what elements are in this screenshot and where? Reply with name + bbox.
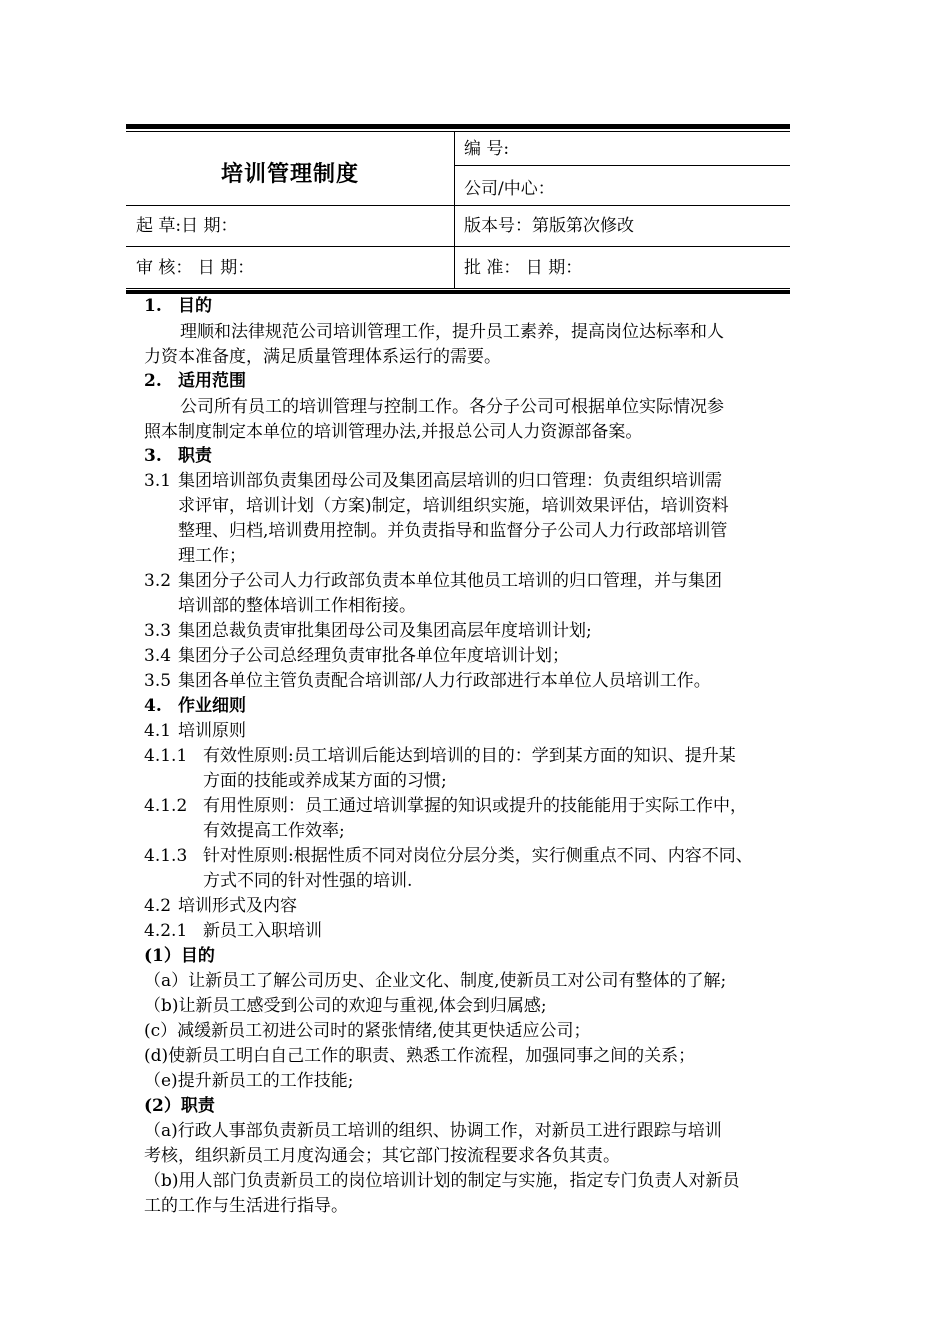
item-line: 理工作； (178, 546, 246, 566)
item-number: 3.4 (144, 646, 172, 666)
item-line: 新员工入职培训 (203, 921, 322, 941)
item-line: 方面的技能或养成某方面的习惯; (203, 771, 447, 791)
item-line: 培训形式及内容 (178, 896, 297, 916)
item-line: 有效提高工作效率; (203, 821, 345, 841)
paragraph-line: （a）让新员工了解公司历史、企业文化、制度,使新员工对公司有整体的了解; (144, 971, 727, 991)
paragraph-line: 考核，组织新员工月度沟通会；其它部门按流程要求各负其责。 (144, 1146, 620, 1166)
paragraph-line: （e)提升新员工的工作技能; (144, 1071, 354, 1091)
section-number: 2. (144, 371, 162, 391)
item-number: 3.2 (144, 571, 172, 591)
item-number: 3.3 (144, 621, 172, 641)
paragraph-line: （a)行政人事部负责新员工培训的组织、协调工作，对新员工进行跟踪与培训 (144, 1121, 722, 1141)
approve-label: 批 准： 日 期： (464, 258, 583, 278)
item-line: 整理、归档,培训费用控制。并负责指导和监督分子公司人力行政部培训管 (178, 521, 728, 541)
item-number: 4.2.1 (144, 921, 188, 941)
item-line: 集团分子公司人力行政部负责本单位其他员工培训的归口管理，并与集团 (178, 571, 722, 591)
section-number: 3. (144, 446, 162, 466)
table-row-divider (126, 246, 790, 247)
item-line: 集团分子公司总经理负责审批各单位年度培训计划； (178, 646, 569, 666)
table-row-divider (454, 165, 790, 166)
item-line: 有用性原则：员工通过培训掌握的知识或提升的技能能用于实际工作中， (203, 796, 747, 816)
paragraph-line: (d)使新员工明白自己工作的职责、熟悉工作流程，加强同事之间的关系； (144, 1046, 696, 1066)
item-number: 4.1 (144, 721, 172, 741)
item-line: 有效性原则:员工培训后能达到培训的目的：学到某方面的知识、提升某 (203, 746, 736, 766)
item-number: 4.1.3 (144, 846, 188, 866)
item-number: 4.1.2 (144, 796, 188, 816)
item-line: 集团各单位主管负责配合培训部/人力行政部进行本单位人员培训工作。 (178, 671, 711, 691)
draft-label: 起 草:日 期： (136, 216, 238, 236)
bottom-thick-rule (126, 290, 790, 294)
code-label: 编 号: (464, 139, 510, 159)
paragraph-line: 照本制度制定本单位的培训管理办法,并报总公司人力资源部备案。 (144, 422, 643, 442)
section-heading: 适用范围 (178, 371, 246, 391)
paragraph-line: 公司所有员工的培训管理与控制工作。各分子公司可根据单位实际情况参 (180, 397, 724, 417)
paragraph-line: 力资本准备度，满足质量管理体系运行的需要。 (144, 347, 501, 367)
item-number: 4.2 (144, 896, 172, 916)
section-heading: 目的 (178, 296, 212, 316)
version-label: 版本号：第版第次修改 (464, 216, 634, 236)
paragraph-line: (c）减缓新员工初进公司时的紧张情绪,使其更快适应公司； (144, 1021, 591, 1041)
paragraph-line: （b)让新员工感受到公司的欢迎与重视,体会到归属感; (144, 996, 547, 1016)
item-line: 针对性原则:根据性质不同对岗位分层分类，实行侧重点不同、内容不同、 (203, 846, 753, 866)
section-heading: 职责 (178, 446, 212, 466)
paragraph-line: 理顺和法律规范公司培训管理工作，提升员工素养，提高岗位达标率和人 (180, 322, 724, 342)
item-line: 方式不同的针对性强的培训. (203, 871, 413, 891)
item-number: 3.5 (144, 671, 172, 691)
item-line: 培训部的整体培训工作相衔接。 (178, 596, 416, 616)
item-line: 培训原则 (178, 721, 246, 741)
item-line: 集团总裁负责审批集团母公司及集团高层年度培训计划; (178, 621, 592, 641)
document-header-table (126, 124, 790, 294)
item-number: 3.1 (144, 471, 172, 491)
review-label: 审 核： 日 期： (136, 258, 255, 278)
top-thick-rule (126, 124, 790, 129)
table-vertical-divider (454, 132, 455, 288)
section-number: 4. (144, 696, 162, 716)
paragraph-line: 工的工作与生活进行指导。 (144, 1196, 348, 1216)
subsection-heading: (1）目的 (144, 946, 215, 966)
bottom-thin-rule (126, 288, 790, 289)
item-line: 求评审，培训计划（方案)制定，培训组织实施，培训效果评估，培训资料 (178, 496, 729, 516)
item-number: 4.1.1 (144, 746, 188, 766)
subsection-heading: (2）职责 (144, 1096, 215, 1116)
document-title: 培训管理制度 (220, 161, 359, 187)
paragraph-line: （b)用人部门负责新员工的岗位培训计划的制定与实施，指定专门负责人对新员 (144, 1171, 740, 1191)
section-number: 1. (144, 296, 162, 316)
section-heading: 作业细则 (178, 696, 246, 716)
company-label: 公司/中心： (464, 179, 555, 199)
item-line: 集团培训部负责集团母公司及集团高层培训的归口管理：负责组织培训需 (178, 471, 722, 491)
